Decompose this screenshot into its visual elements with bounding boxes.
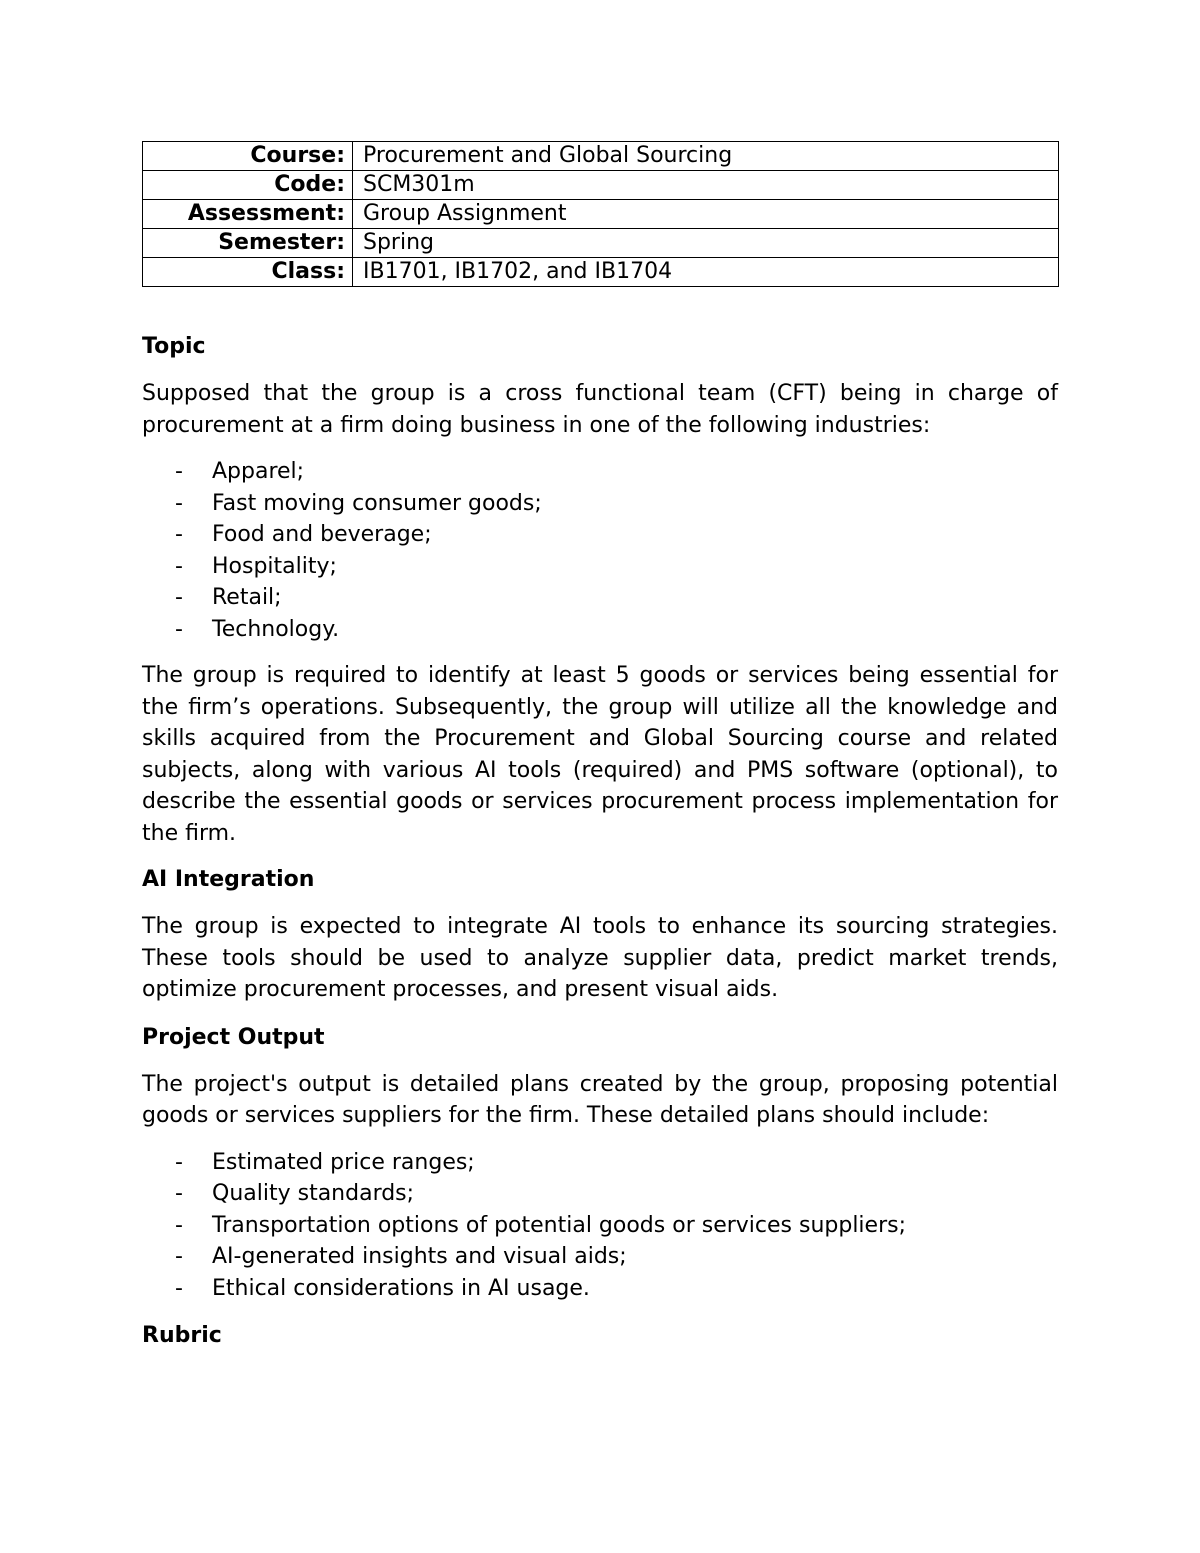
list-item xyxy=(142,456,1058,488)
list-item-text: Estimated price ranges; xyxy=(212,1149,475,1175)
dash-bullet: - xyxy=(175,490,183,516)
output-items-list xyxy=(142,1147,1058,1305)
list-item xyxy=(142,519,1058,551)
topic-intro: Supposed that the group is a cross functional team (CFT) being in charge of procurement at a firm doing business in one of the following industries: xyxy=(142,381,1058,438)
class-value: IB1701, IB1702, and IB1704 xyxy=(353,258,1059,287)
code-label: Code: xyxy=(143,171,353,200)
topic-heading: Topic xyxy=(142,334,206,359)
project-output-heading: Project Output xyxy=(142,1024,325,1050)
list-item xyxy=(142,1178,1058,1210)
list-item-text: AI-generated insights and visual aids; xyxy=(212,1244,627,1269)
dash-bullet: - xyxy=(175,616,183,642)
list-item xyxy=(142,1273,1058,1305)
rubric-heading: Rubric xyxy=(142,1323,222,1348)
list-item xyxy=(142,582,1058,614)
list-item xyxy=(142,1241,1058,1273)
industry-list xyxy=(142,456,1058,645)
dash-bullet: - xyxy=(175,585,183,610)
dash-bullet: - xyxy=(175,1149,183,1175)
dash-bullet: - xyxy=(175,522,183,547)
code-value: SCM301m xyxy=(353,171,1059,200)
list-item xyxy=(142,1210,1058,1242)
dash-bullet: - xyxy=(175,1181,183,1206)
semester-row xyxy=(143,229,1059,258)
list-item-text: Hospitality; xyxy=(212,553,337,579)
dash-bullet: - xyxy=(175,1212,183,1238)
document-page xyxy=(142,141,1058,1351)
code-row xyxy=(143,171,1059,200)
list-item-text: Transportation options of potential goods or services suppliers; xyxy=(212,1212,906,1238)
list-item xyxy=(142,614,1058,646)
semester-value: Spring xyxy=(353,229,1059,258)
dash-bullet: - xyxy=(175,1244,183,1269)
list-item xyxy=(142,1147,1058,1179)
class-row xyxy=(143,258,1059,287)
assessment-row xyxy=(143,200,1059,229)
course-row xyxy=(143,142,1059,171)
class-label: Class: xyxy=(143,258,353,287)
ai-integration-heading: AI Integration xyxy=(142,867,315,892)
course-info-table xyxy=(142,141,1059,287)
list-item-text: Quality standards; xyxy=(212,1181,415,1206)
topic-body: The group is required to identify at least 5 goods or services being essential for the firm’s operations. Subsequently, the group will utilize all the knowledge and skills acquired from the Procurement and Global Sourcing course and related subjects, along with various AI tools (required) and PMS software (optional), to describe the essential goods or services procurement process implementation for the firm. xyxy=(142,663,1058,846)
semester-label: Semester: xyxy=(143,229,353,258)
course-value: Procurement and Global Sourcing xyxy=(353,142,1059,171)
dash-bullet: - xyxy=(175,459,183,484)
assessment-label: Assessment: xyxy=(143,200,353,229)
list-item-text: Technology. xyxy=(212,616,340,642)
course-label: Course: xyxy=(143,142,353,171)
ai-integration-body: The group is expected to integrate AI tools to enhance its sourcing strategies. These tools should be used to analyze supplier data, predict market trends, optimize procurement processes, and present visual aids. xyxy=(142,914,1058,1002)
list-item-text: Ethical considerations in AI usage. xyxy=(212,1275,590,1301)
list-item-text: Food and beverage; xyxy=(212,522,432,547)
list-item-text: Fast moving consumer goods; xyxy=(212,490,542,516)
dash-bullet: - xyxy=(175,553,183,579)
project-output-intro: The project's output is detailed plans created by the group, proposing potential goods or services suppliers for the firm. These detailed plans should include: xyxy=(142,1071,1058,1128)
assessment-value: Group Assignment xyxy=(353,200,1059,229)
list-item xyxy=(142,551,1058,583)
list-item-text: Retail; xyxy=(212,585,282,610)
list-item-text: Apparel; xyxy=(212,459,305,484)
list-item xyxy=(142,488,1058,520)
dash-bullet: - xyxy=(175,1275,183,1301)
